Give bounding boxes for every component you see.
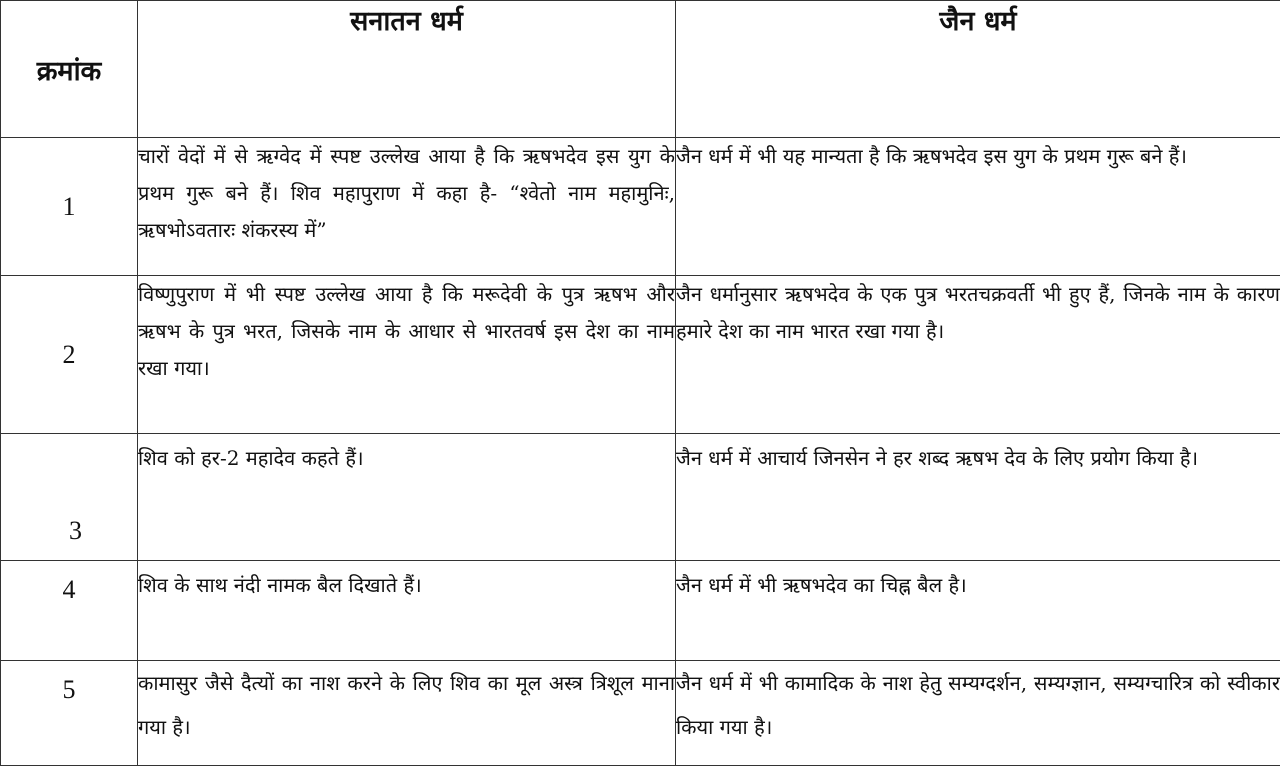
row-number: 1: [1, 138, 138, 276]
table-row: [1, 434, 1280, 561]
table-row: [1, 276, 1280, 434]
header-number: क्रमांक: [1, 1, 138, 138]
jain-cell: जैन धर्म में भी यह मान्यता है कि ऋषभदेव इस युग के प्रथम गुरू बने हैं।: [676, 138, 1280, 276]
sanatan-cell: विष्णुपुराण में भी स्पष्ट उल्लेख आया है कि मरूदेवी के पुत्र ऋषभ और ऋषभ के पुत्र भरत, जिसके नाम के आधार से भारतवर्ष इस देश का नाम रखा गया।: [138, 276, 676, 434]
sanatan-cell: चारों वेदों में से ऋग्वेद में स्पष्ट उल्लेख आया है कि ऋषभदेव इस युग के प्रथम गुरू बने हैं। शिव महापुराण में कहा है- “श्वेतो नाम महामुनिः, ऋषभोऽवतारः शंकरस्य में”: [138, 138, 676, 276]
row-number: 3: [1, 434, 138, 561]
table-row: [1, 661, 1280, 766]
header-sanatan-dharma: सनातन धर्म: [138, 1, 676, 138]
header-row: [1, 1, 1280, 138]
jain-cell: जैन धर्म में भी ऋषभदेव का चिह्न बैल है।: [676, 561, 1280, 661]
table-row: [1, 138, 1280, 276]
table-row: [1, 561, 1280, 661]
row-number: 4: [1, 561, 138, 661]
jain-cell: जैन धर्म में आचार्य जिनसेन ने हर शब्द ऋषभ देव के लिए प्रयोग किया है।: [676, 434, 1280, 561]
jain-cell: जैन धर्मानुसार ऋषभदेव के एक पुत्र भरतचक्रवर्ती भी हुए हैं, जिनके नाम के कारण हमारे देश का नाम भारत रखा गया है।: [676, 276, 1280, 434]
sanatan-cell: शिव के साथ नंदी नामक बैल दिखाते हैं।: [138, 561, 676, 661]
sanatan-cell: कामासुर जैसे दैत्यों का नाश करने के लिए शिव का मूल अस्त्र त्रिशूल माना गया है।: [138, 661, 676, 766]
header-jain-dharma: जैन धर्म: [676, 1, 1280, 138]
row-number: 2: [1, 276, 138, 434]
sanatan-cell: शिव को हर-2 महादेव कहते हैं।: [138, 434, 676, 561]
jain-cell: जैन धर्म में भी कामादिक के नाश हेतु सम्यग्दर्शन, सम्यग्ज्ञान, सम्यग्चारित्र को स्वीकार किया गया है।: [676, 661, 1280, 766]
row-number: 5: [1, 661, 138, 766]
